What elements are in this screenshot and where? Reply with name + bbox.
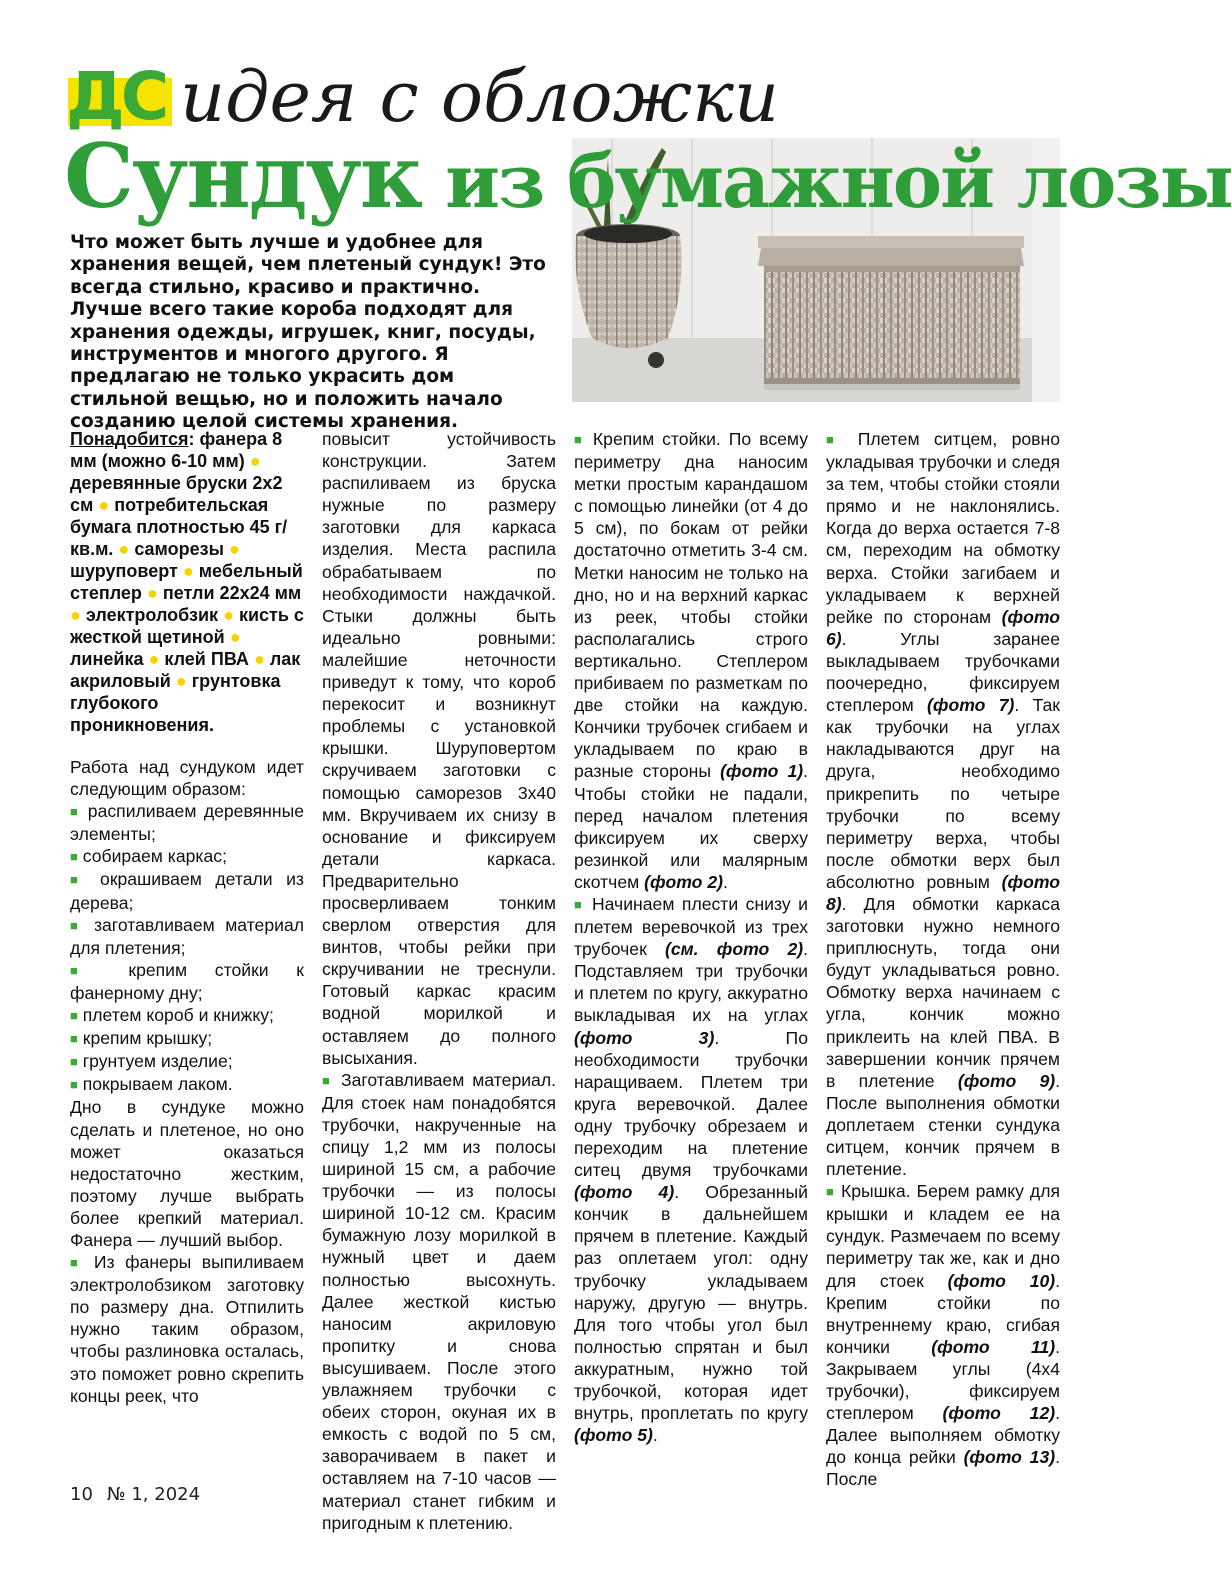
column-3	[574, 428, 808, 1446]
steps-intro: Работа над сундуком идет следующим образом:	[70, 757, 304, 800]
page-number: 10	[70, 1484, 93, 1505]
list-item: ■ окрашиваем детали из дерева;	[70, 869, 304, 913]
list-item: ■ покрываем лаком.	[70, 1074, 233, 1095]
title-word-1: Сундук	[64, 124, 422, 228]
title-rest: из бумажной лозы	[445, 139, 1232, 225]
list-item: ■ крепим стойки к фанерному дну;	[70, 959, 304, 1003]
body-paragraph: повысит устойчивость конструкции. Затем распиливаем из бруска нужные по размеру заготовки для каркаса изделия. Места распила обрабатываем по необходимости наждачкой. Стыки должны быть идеально ровными: малейшие неточности приведут к тому, что короб перекосит и возникнут проблемы с установкой крышки. Шуруповертом скручиваем заготовки с помощью саморезов 3х40 мм. Вкручиваем их снизу в основание и фиксируем детали каркаса. Предварительно просверливаем тонким сверлом отверстия для винтов, чтобы рейки при скручивании не треснули. Готовый каркас красим водной морилкой и оставляем до полного высыхания.	[322, 429, 556, 1068]
body-paragraph: ■ Плетем ситцем, ровно укладывая трубочки и следя за тем, чтобы стойки стояли прямо и не наклонялись. Когда до верха остается 7-8 см, переходим на обмотку верха. Стойки загибаем и укладываем к верхней рейке по сторонам (фото 6). Углы заранее выкладываем трубочками поочередно, фиксируем степлером (фото 7). Так как трубочки на углах накладываются друг на друга, необходимо прикрепить по четыре трубочки по всему периметру верха, чтобы после обмотки верх был абсолютно ровным (фото 8). Для обмотки каркаса заготовки нужно немного приплюснуть, тогда они будут укладываться ровно. Обмотку верха начинаем с угла, кончик можно приклеить на клей ПВА. В завершении кончик прячем в плетение (фото 9). После выполнения обмотки доплетаем стенки сундука ситцем, кончик прячем в плетение.	[826, 429, 1061, 1180]
materials-label: Понадобится	[70, 429, 189, 449]
list-item: ■ крепим крышку;	[70, 1028, 213, 1049]
body-paragraph: Дно в сундуке можно сделать и плетеное, но оно может оказаться недостаточно жестким, поэтому лучше выбрать более крепкий материал. Фанера — лучший выбор.	[70, 1097, 304, 1250]
article-title	[64, 124, 1232, 228]
list-item: ■ плетем короб и книжку;	[70, 1005, 274, 1026]
magazine-logo: ДС	[68, 70, 172, 126]
rubric-title: идея с обложки	[180, 56, 779, 138]
list-item: ■ распиливаем деревянные элементы;	[70, 801, 304, 845]
materials-list: Понадобится: фанера 8 мм (можно 6-10 мм) ● деревянные бруски 2х2 см ● потребительская бумага плотностью 45 г/кв.м. ● саморезы ● шуруповерт ● мебельный степлер ● петли 22х24 мм ● электролобзик ● кисть с жесткой щетиной ● линейка ● клей ПВА ● лак акриловый ● грунтовка глубокого проникновения.	[70, 429, 304, 735]
column-1	[70, 428, 304, 1407]
column-4	[826, 428, 1060, 1491]
list-item: ■ грунтуем изделие;	[70, 1051, 233, 1072]
page-footer	[70, 1484, 200, 1505]
column-2	[322, 428, 556, 1534]
body-paragraph: ■ Крышка. Берем рамку для крышки и кладем ее на сундук. Размечаем по всему периметру так же, как и дно для стоек (фото 10). Крепим стойки по внутреннему краю, сгибая кончики (фото 11). Закрываем углы (4х4 трубочки), фиксируем степлером (фото 12). Далее выполняем обмотку до конца рейки (фото 13). После	[826, 1181, 1061, 1490]
issue-info: № 1, 2024	[106, 1484, 201, 1505]
body-paragraph: ■ Начинаем плести снизу и плетем веревочкой из трех трубочек (см. фото 2). Подставляем три трубочки и плетем по кругу, аккуратно выкладывая их на углах (фото 3). По необходимости трубочки наращиваем. Плетем три круга веревочкой. Далее одну трубочку обрезаем и переходим на плетение ситец двумя трубочками (фото 4). Обрезанный кончик в дальнейшем прячем в плетение. Каждый раз оплетаем угол: одну трубочку укладываем наружу, другую — внутрь. Для того чтобы угол был полностью спрятан и был аккуратным, нужно той трубочкой, которая идет внутрь, проплетать по кругу (фото 5).	[574, 893, 808, 1446]
body-paragraph: ■ Крепим стойки. По всему периметру дна наносим метки простым карандашом с помощью линейки (от 4 до 5 см), по бокам от рейки достаточно отметить 3-4 см. Метки наносим не только на дно, но и на верхний каркас из реек, чтобы стойки располагались строго вертикально. Степлером прибиваем по разметкам по две стойки на каждую. Кончики трубочек сгибаем и укладываем по краю в разные стороны (фото 1). Чтобы стойки не падали, перед началом плетения фиксируем их сверху резинкой или малярным скотчем (фото 2).	[574, 429, 808, 892]
list-item: ■ заготавливаем материал для плетения;	[70, 914, 304, 958]
body-paragraph: ■ Из фанеры выпиливаем электролобзиком заготовку по размеру дна. Отпилить нужно таким образом, чтобы разлиновка осталась, это поможет ровно скрепить концы реек, что	[70, 1252, 304, 1406]
lead-paragraph: Что может быть лучше и удобнее для хранения вещей, чем плетеный сундук! Это всегда стильно, красиво и практично. Лучше всего такие короба подходят для хранения одежды, игрушек, книг, посуды, инструментов и многого другого. Я предлагаю не только украсить дом стильной вещью, но и положить начало созданию целой системы хранения.	[70, 232, 546, 433]
body-paragraph: ■ Заготавливаем материал. Для стоек нам понадобятся трубочки, накрученные на спицу 1,2 мм из полосы шириной 15 см, а рабочие трубочки — из полосы шириной 10-12 см. Красим бумажную лозу морилкой в нужный цвет и даем полностью высохнуть. Далее жесткой кистью наносим акриловую пропитку и снова высушиваем. После этого увлажняем трубочки с обеих сторон, окуная их в емкость с водой по 5 см, заворачиваем в пакет и оставляем на 7-10 часов — материал станет гибким и пригодным к плетению.	[322, 1069, 556, 1533]
list-item: ■ собираем каркас;	[70, 846, 227, 867]
